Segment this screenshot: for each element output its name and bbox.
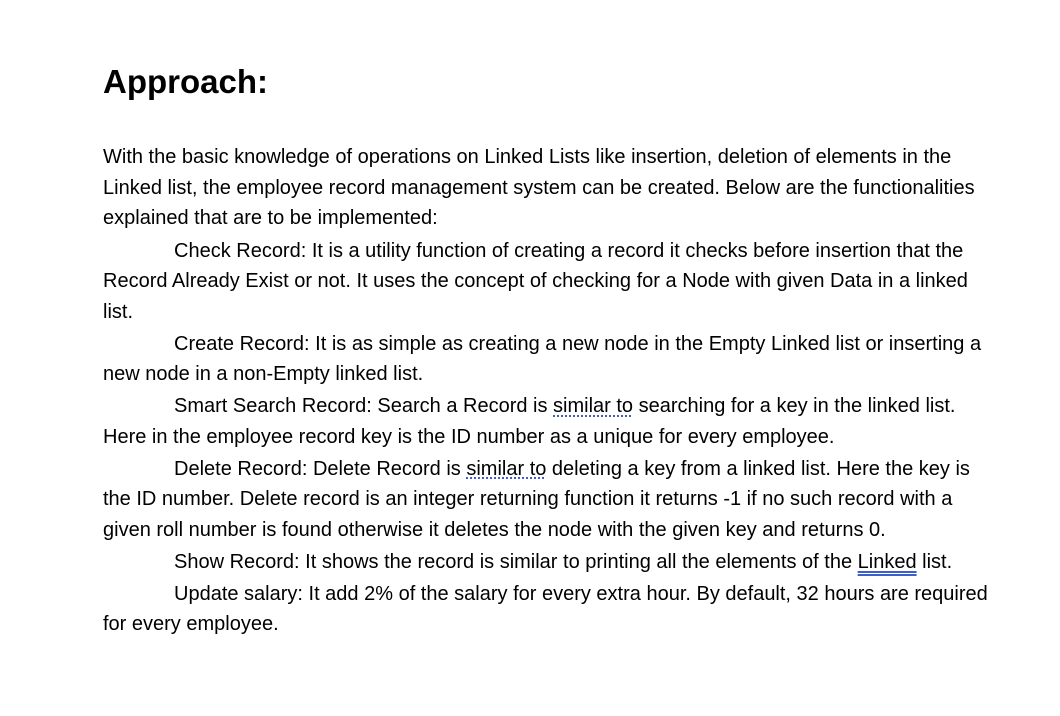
grammar-flag-similar-to-2[interactable]: similar to bbox=[466, 457, 547, 480]
delete-record-text-end: deleting a key from a linked list. Here the key is the ID number. Delete record is an integer returning function it returns -1 if no such record with a given roll number is found otherwise it deletes the node with the given key and returns 0. bbox=[103, 457, 970, 541]
section-heading: Approach: bbox=[103, 63, 268, 100]
update-salary-paragraph: Update salary: It add 2% of the salary for every extra hour. By default, 32 hours are required for every employee. bbox=[103, 582, 988, 635]
grammar-flag-similar-to[interactable]: similar to bbox=[553, 395, 634, 417]
delete-record-paragraph bbox=[103, 454, 1003, 546]
show-record-text-end: list. bbox=[916, 550, 953, 573]
search-record-paragraph bbox=[103, 391, 1003, 452]
search-record-text-end: searching for a key in the linked list. Here in the employee record key is the ID number as a unique for every employee. bbox=[103, 395, 956, 448]
grammar-flag-linked[interactable]: Linked bbox=[857, 550, 917, 573]
show-record-paragraph bbox=[103, 547, 1003, 578]
document-body bbox=[103, 142, 1003, 641]
show-record-text-start: Show Record: It shows the record is similar to printing all the elements of the bbox=[174, 550, 858, 573]
create-record-paragraph: Create Record: It is as simple as creating a new node in the Empty Linked list or inserting a new node in a non-Empty linked list. bbox=[103, 332, 982, 385]
delete-record-text-start: Delete Record: Delete Record is bbox=[174, 457, 467, 480]
search-record-text-start: Smart Search Record: Search a Record is bbox=[174, 395, 554, 417]
intro-paragraph: With the basic knowledge of operations on Linked Lists like insertion, deletion of elements in the Linked list, the employee record management system can be created. Below are the functionalities explained that are to be implemented: bbox=[103, 146, 975, 229]
check-record-paragraph: Check Record: It is a utility function of creating a record it checks before insertion that the Record Already Exist or not. It uses the concept of checking for a Node with given Data in a linked list. bbox=[103, 239, 968, 323]
